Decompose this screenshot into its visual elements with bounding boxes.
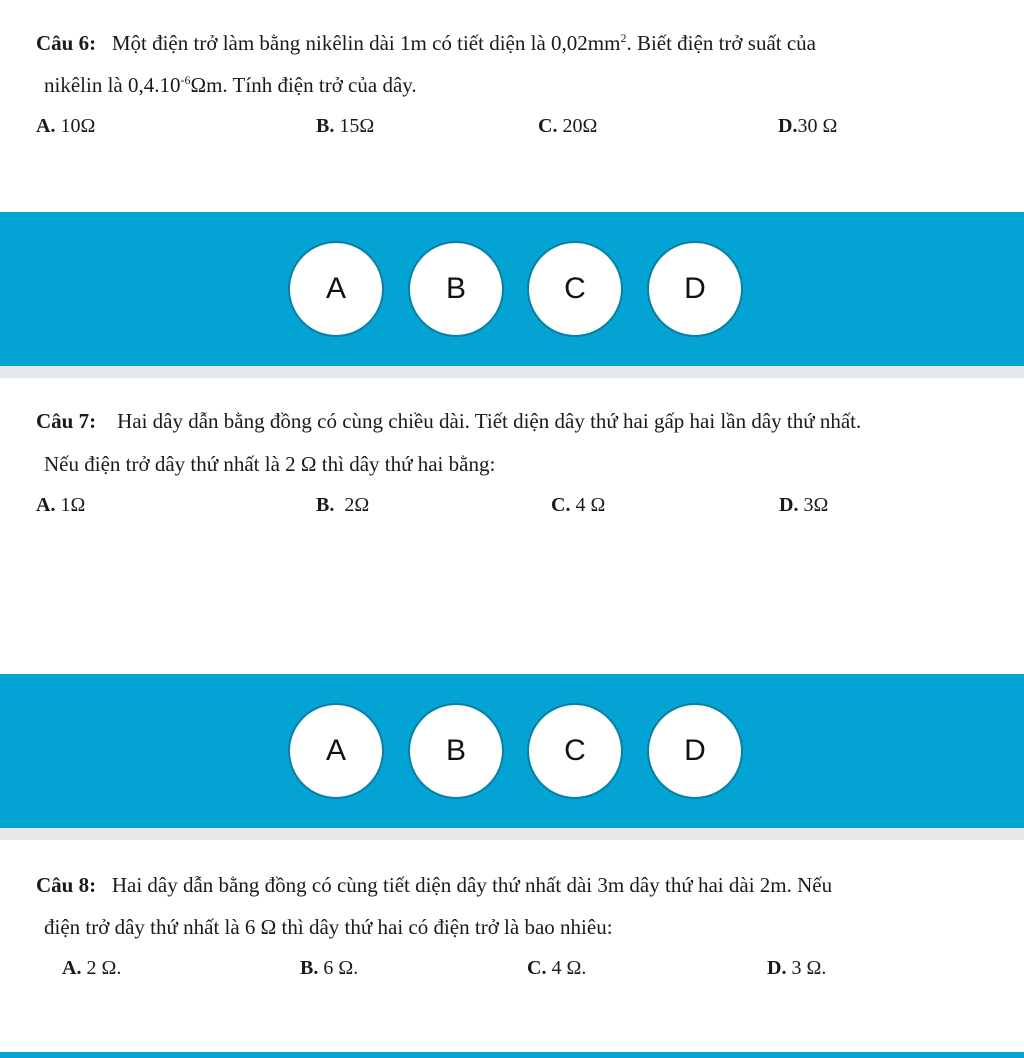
option-label: B. — [300, 957, 319, 979]
answer-choice-a[interactable]: A — [288, 703, 384, 799]
question-6 — [0, 0, 1024, 212]
option-label: D. — [767, 957, 787, 979]
option-text: 4 Ω — [575, 494, 606, 516]
question-7-line-1 — [36, 408, 861, 434]
option-label: B. — [316, 115, 335, 137]
answer-panel-1 — [0, 212, 1024, 366]
question-7-option-b — [316, 492, 369, 518]
option-label: C. — [551, 494, 571, 516]
question-6-text-c: nikêlin là 0,4.10 — [44, 73, 181, 97]
question-8-option-a — [62, 955, 121, 981]
question-6-option-b — [316, 113, 374, 139]
option-text: 6 Ω. — [323, 957, 359, 979]
option-label: D. — [779, 494, 799, 516]
question-8-option-b — [300, 955, 358, 981]
question-6-text-b: . Biết điện trở suất của — [626, 31, 816, 55]
option-label: C. — [538, 115, 558, 137]
option-label: A. — [36, 494, 56, 516]
option-text: 3Ω — [803, 494, 829, 516]
question-6-sup-b: -6 — [180, 73, 191, 87]
option-label: B. — [316, 494, 335, 516]
question-6-sup-a: 2 — [620, 31, 627, 45]
question-7-number: Câu 7: — [36, 409, 97, 433]
answer-choice-d[interactable]: D — [647, 241, 743, 337]
answer-choice-a[interactable]: A — [288, 241, 384, 337]
question-8-option-c — [527, 955, 586, 981]
question-7-line-2 — [44, 451, 495, 477]
question-7 — [0, 378, 1024, 674]
answer-choice-b[interactable]: B — [408, 703, 504, 799]
answer-choice-c[interactable]: C — [527, 241, 623, 337]
question-8-number: Câu 8: — [36, 873, 97, 897]
question-8-text-b: điện trở dây thứ nhất là 6 Ω thì dây thứ hai có điện trở là bao nhiêu: — [44, 915, 613, 939]
separator — [0, 366, 1024, 378]
answer-choice-d[interactable]: D — [647, 703, 743, 799]
question-7-option-d — [779, 492, 828, 518]
question-8-line-2 — [44, 914, 613, 940]
question-6-number: Câu 6: — [36, 31, 97, 55]
option-text: 20Ω — [562, 115, 598, 137]
question-8 — [0, 840, 1024, 1052]
question-8-line-1 — [36, 872, 832, 898]
question-8-option-d — [767, 955, 826, 981]
separator — [0, 828, 1024, 840]
question-7-text-a: Hai dây dẫn bằng đồng có cùng chiều dài. Tiết diện dây thứ hai gấp hai lần dây thứ nhất. — [117, 409, 862, 433]
option-text: 15Ω — [339, 115, 375, 137]
option-text: 2 Ω. — [86, 957, 122, 979]
answer-choice-b[interactable]: B — [408, 241, 504, 337]
question-7-option-c — [551, 492, 605, 518]
question-6-option-a — [36, 113, 95, 139]
option-text: 2Ω — [344, 494, 370, 516]
question-8-text-a: Hai dây dẫn bằng đồng có cùng tiết diện dây thứ nhất dài 3m dây thứ hai dài 2m. Nếu — [111, 873, 833, 897]
question-6-option-c — [538, 113, 597, 139]
option-label: D. — [778, 115, 798, 137]
question-7-text-b: Nếu điện trở dây thứ nhất là 2 Ω thì dây thứ hai bằng: — [44, 452, 496, 476]
question-6-line-1 — [36, 30, 816, 56]
bottom-accent-line — [0, 1052, 1024, 1058]
option-label: A. — [62, 957, 82, 979]
answer-choice-c[interactable]: C — [527, 703, 623, 799]
option-label: A. — [36, 115, 56, 137]
question-7-option-a — [36, 492, 85, 518]
question-6-line-2 — [44, 72, 417, 98]
question-6-text-d: Ωm. Tính điện trở của dây. — [190, 73, 417, 97]
option-text: 4 Ω. — [551, 957, 587, 979]
option-text: 10Ω — [60, 115, 96, 137]
question-6-option-d — [778, 113, 837, 139]
question-6-text-a: Một điện trở làm bằng nikêlin dài 1m có tiết diện là 0,02mm — [111, 31, 621, 55]
option-text: 1Ω — [60, 494, 86, 516]
answer-panel-2 — [0, 674, 1024, 828]
option-text: 30 Ω — [797, 115, 838, 137]
option-label: C. — [527, 957, 547, 979]
option-text: 3 Ω. — [791, 957, 827, 979]
